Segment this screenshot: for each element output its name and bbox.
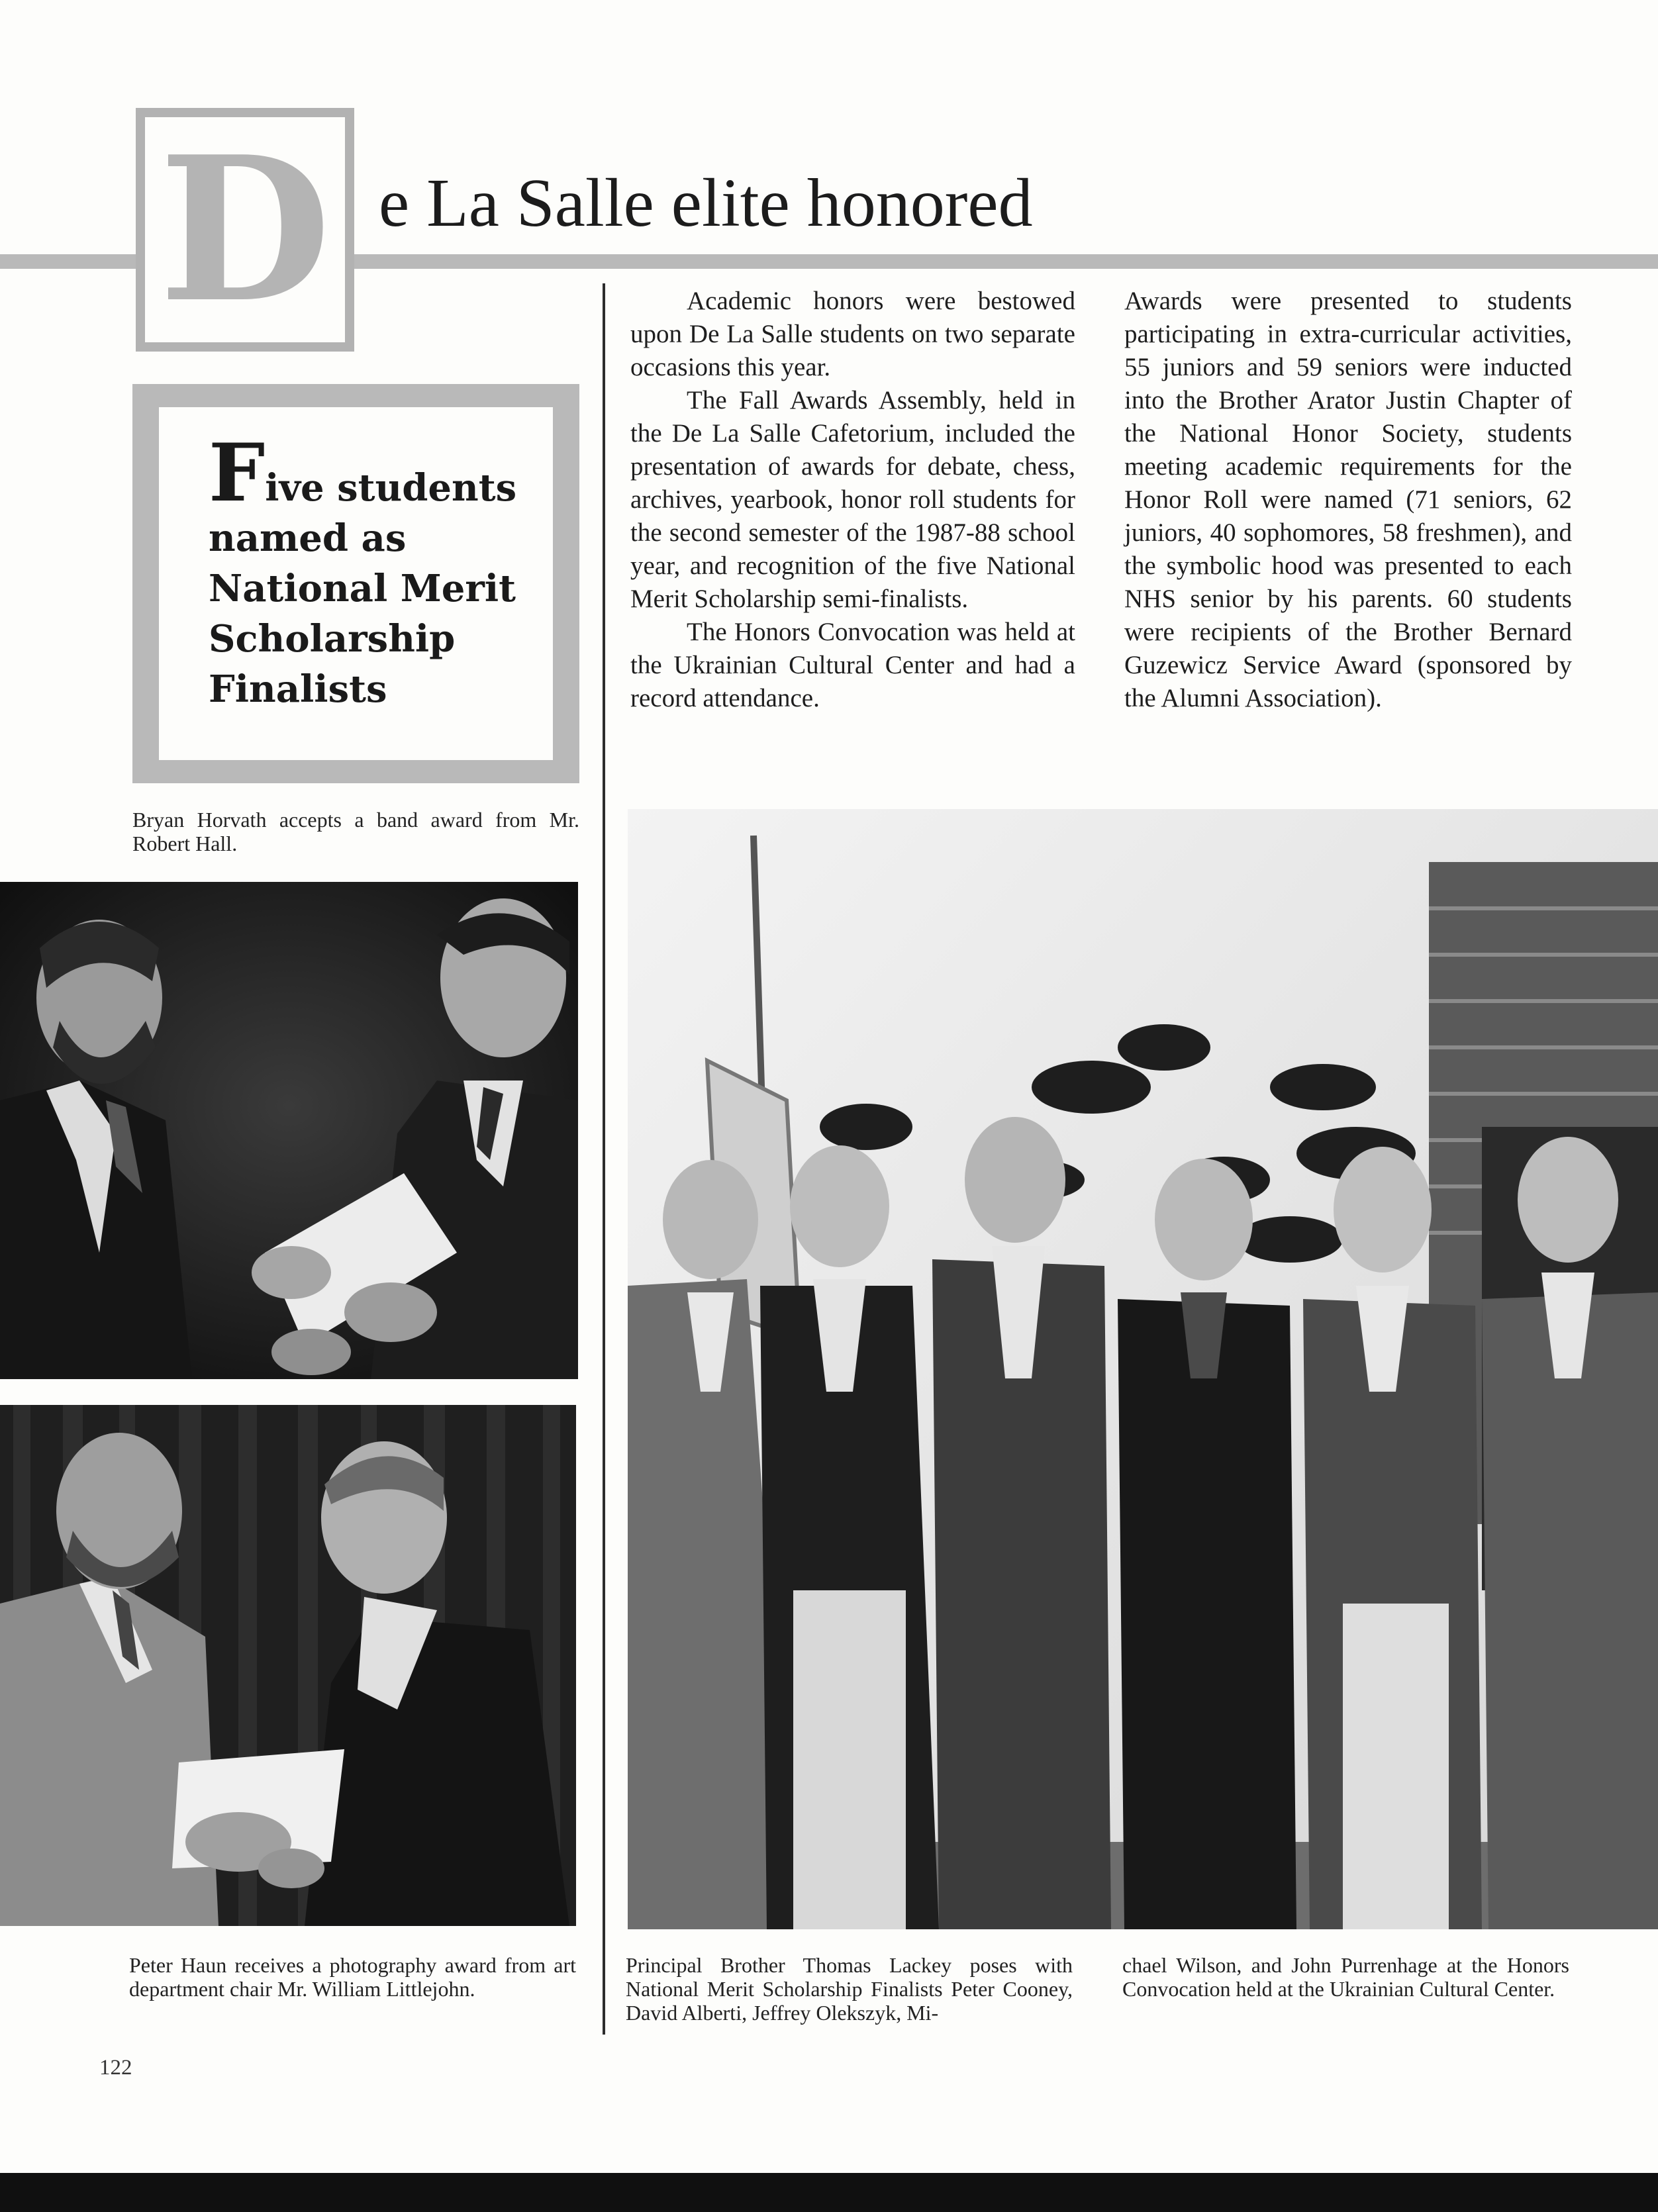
photo-group-finalists	[628, 809, 1658, 1929]
sidebar-headline-first-line: ive students	[265, 466, 517, 510]
photo-band-award	[0, 882, 578, 1379]
article-paragraph: Awards were presented to students participating in extra-curricular activities, 55 juniors and 59 seniors were inducted into the Brother Arator Justin Chapter of the National Honor Society, students meeting academic requirements for the Honor Roll were named (71 seniors, 62 juniors, 40 sophomores, 58 freshmen), and the symbolic hood was presented to each NHS senior by his parents. 60 students were recipients of the Brother Bernard Guzewicz Service Award (sponsored by the Alumni Association).	[1124, 287, 1572, 712]
photo-photography-award	[0, 1405, 576, 1926]
sidebar-headline	[209, 426, 553, 714]
caption-group-photo-part-1: Principal Brother Thomas Lackey poses with National Merit Scholarship Finalists Peter Cooney, David Alberti, Jeffrey Olekszyk, Mi-	[626, 1953, 1073, 2025]
article-column-2	[1124, 285, 1572, 715]
sidebar-headline-inner	[159, 407, 553, 760]
caption-group-photo-part-2: chael Wilson, and John Purrenhage at the Honors Convocation held at the Ukrainian Cultural Center.	[1122, 1953, 1569, 2001]
article-paragraph: The Fall Awards Assembly, held in the De La Salle Cafetorium, included the presentation of awards for debate, chess, archives, yearbook, honor roll students for the second semester of the 1987-88 school year, and recognition of the five National Merit Scholarship semi-finalists.	[630, 386, 1075, 613]
article-column-1	[630, 285, 1075, 715]
page-number: 122	[99, 2056, 132, 2080]
article-paragraph: The Honors Convocation was held at the Ukrainian Cultural Center and had a record attendance.	[630, 618, 1075, 712]
sidebar-headline-line-1	[209, 426, 553, 520]
sidebar-headline-line-3: National Merit	[209, 567, 516, 610]
sidebar-headline-box	[132, 384, 579, 783]
sidebar-headline-line-4: Scholarship	[209, 617, 456, 661]
article-paragraph: Academic honors were bestowed upon De La Salle students on two separate occasions this year.	[630, 287, 1075, 381]
dropcap-letter: D	[158, 113, 332, 346]
scan-edge-bar	[0, 2173, 1658, 2212]
column-divider	[603, 283, 605, 2035]
sidebar-headline-line-5: Finalists	[209, 667, 387, 711]
sidebar-headline-initial: F	[209, 426, 266, 520]
page-title: e La Salle elite honored	[379, 165, 1033, 241]
dropcap-box	[136, 108, 354, 352]
sidebar-headline-line-2: named as	[209, 516, 407, 560]
caption-band-award: Bryan Horvath accepts a band award from Mr. Robert Hall.	[132, 808, 579, 855]
caption-photography-award: Peter Haun receives a photography award from art department chair Mr. William Littlejohn.	[129, 1953, 576, 2001]
